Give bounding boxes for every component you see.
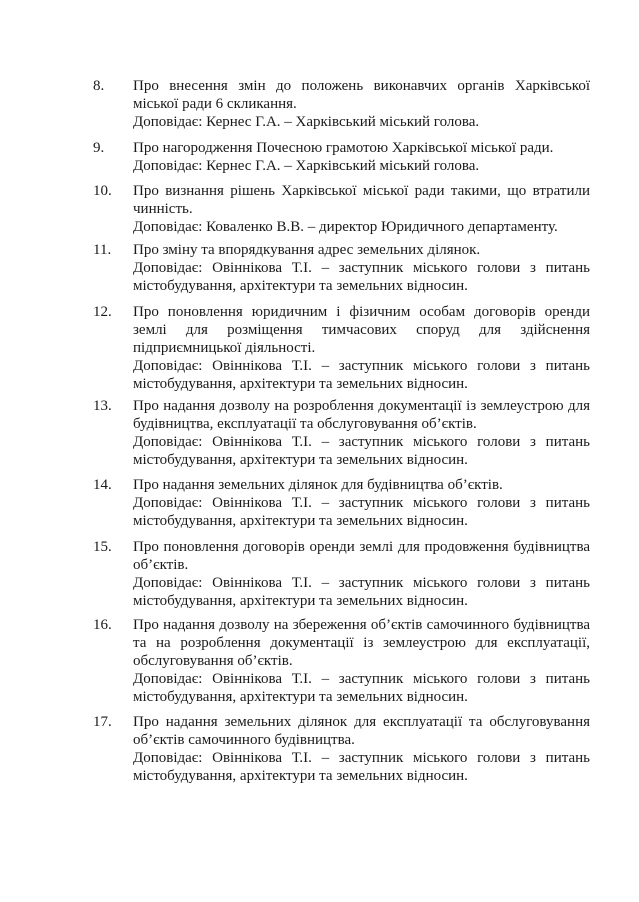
item-speaker: Доповідає: Овіннікова Т.І. – заступник міського голови з питань містобудування, архітектури та земельних відносин. (133, 260, 590, 294)
item-number: 14. (93, 477, 112, 493)
item-speaker: Доповідає: Овіннікова Т.І. – заступник міського голови з питань містобудування, архітектури та земельних відносин. (133, 575, 590, 609)
item-title: Про поновлення договорів оренди землі для продовження будівництва об’єктів. (133, 539, 590, 573)
item-speaker: Доповідає: Овіннікова Т.І. – заступник міського голови з питань містобудування, архітектури та земельних відносин. (133, 671, 590, 705)
agenda-item-16 (93, 616, 590, 706)
item-number: 9. (93, 140, 105, 156)
item-title: Про поновлення юридичним і фізичним особам договорів оренди землі для розміщення тимчасових споруд для здійснення підприємницької діяльності. (133, 304, 590, 356)
item-title: Про визнання рішень Харківської міської ради такими, що втратили чинність. (133, 183, 590, 217)
item-number: 16. (93, 617, 112, 633)
item-title: Про надання дозволу на збереження об’єктів самочинного будівництва та на розроблення документації із землеустрою для експлуатації, обслуговування об’єктів. (133, 617, 590, 669)
item-speaker: Доповідає: Овіннікова Т.І. – заступник міського голови з питань містобудування, архітектури та земельних відносин. (133, 358, 590, 392)
agenda-item-17 (93, 713, 590, 785)
item-speaker: Доповідає: Овіннікова Т.І. – заступник міського голови з питань містобудування, архітектури та земельних відносин. (133, 750, 590, 784)
agenda-item-9 (93, 139, 590, 175)
agenda-item-10 (93, 182, 590, 236)
item-number: 8. (93, 78, 105, 94)
item-title: Про надання земельних ділянок для будівництва об’єктів. (133, 477, 503, 493)
item-number: 15. (93, 539, 112, 555)
item-number: 10. (93, 183, 112, 199)
item-title: Про надання земельних ділянок для експлуатації та обслуговування об’єктів самочинного будівництва. (133, 714, 590, 748)
item-title: Про зміну та впорядкування адрес земельних ділянок. (133, 242, 481, 258)
item-speaker: Доповідає: Коваленко В.В. – директор Юридичного департаменту. (133, 219, 558, 235)
agenda-item-15 (93, 538, 590, 610)
item-title: Про надання дозволу на розроблення документації із землеустрою для будівництва, експлуатації та обслуговування об’єктів. (133, 398, 590, 432)
agenda-item-12 (93, 303, 590, 393)
item-title: Про нагородження Почесною грамотою Харківської міської ради. (133, 140, 554, 156)
agenda-item-8 (93, 77, 590, 131)
item-speaker: Доповідає: Овіннікова Т.І. – заступник міського голови з питань містобудування, архітектури та земельних відносин. (133, 434, 590, 468)
item-number: 17. (93, 714, 112, 730)
agenda-item-11 (93, 241, 590, 295)
item-speaker: Доповідає: Овіннікова Т.І. – заступник міського голови з питань містобудування, архітектури та земельних відносин. (133, 495, 590, 529)
item-speaker: Доповідає: Кернес Г.А. – Харківський міський голова. (133, 158, 480, 174)
item-title: Про внесення змін до положень виконавчих органів Харківської міської ради 6 скликання. (133, 78, 590, 112)
agenda-item-14 (93, 476, 590, 530)
agenda-item-13 (93, 397, 590, 469)
item-number: 13. (93, 398, 112, 414)
item-number: 12. (93, 304, 112, 320)
item-speaker: Доповідає: Кернес Г.А. – Харківський міський голова. (133, 114, 480, 130)
item-number: 11. (93, 242, 112, 258)
